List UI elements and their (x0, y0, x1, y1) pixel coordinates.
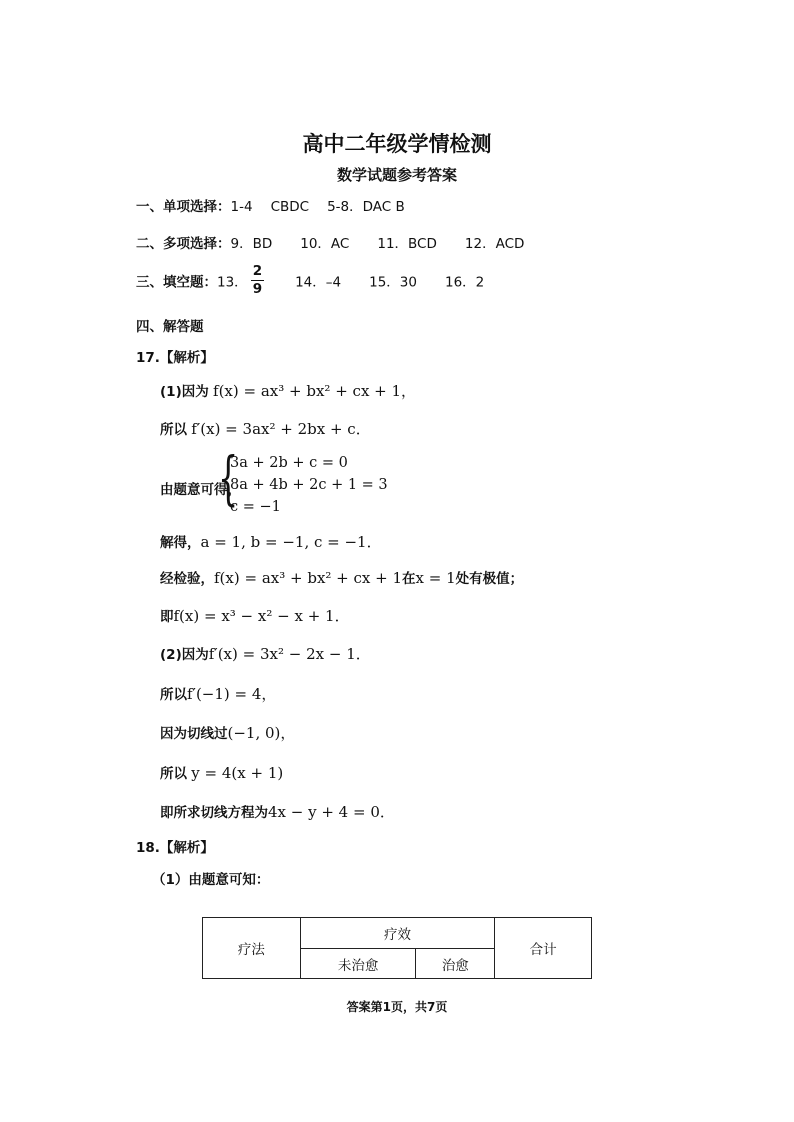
q17-line5-math2: x = 1 (415, 569, 456, 587)
single-choice-answers1: CBDC (270, 199, 310, 215)
table-header-method: 疗法 (203, 918, 301, 979)
table-header-effect: 疗效 (300, 918, 494, 949)
q17-line4 (160, 531, 382, 552)
q17-line7 (160, 643, 371, 664)
q17-line10-text: 所以 (160, 766, 187, 782)
q17-line1-math: f(x) = ax³ + bx² + cx + 1， (213, 382, 417, 400)
multi-choice-q10: 10．AC (300, 236, 350, 252)
page-subtitle: 数学试题参考答案 (336, 166, 457, 184)
q17-line4-math: a = 1, b = −1, c = −1． (200, 533, 382, 551)
q17-line10-math: y = 4(x + 1) (191, 764, 284, 782)
efficacy-table (202, 917, 592, 979)
q17-line9 (160, 722, 295, 743)
q17-line6-math: f(x) = x³ − x² − x + 1． (173, 607, 350, 625)
q17-line2-math: f′(x) = 3ax² + 2bx + c． (191, 420, 371, 438)
single-choice-answers2: 5-8．DAC B (327, 199, 405, 215)
q17-heading: 17.【解析】 (136, 350, 214, 366)
q17-line3-text: 由题意可得， (160, 482, 241, 498)
q17-line8-math: f′(−1) = 4， (187, 685, 277, 703)
fill-blank-q13-prefix: 13． (217, 274, 248, 291)
q18-line1: （1）由题意可知： (152, 872, 270, 888)
page-footer: 答案第1页，共7页 (346, 1000, 448, 1014)
equation-3: c = −1 (230, 499, 281, 515)
multi-choice-label: 二、多项选择： (136, 236, 231, 252)
single-choice-range1: 1-4 (230, 199, 253, 215)
multi-choice-q11: 11．BCD (377, 236, 437, 252)
q17-line7-math: f′(x) = 3x² − 2x − 1． (208, 645, 371, 663)
q17-line2-text: 所以 (160, 422, 187, 438)
q18-heading: 18.【解析】 (136, 840, 214, 856)
q17-line5-math: f(x) = ax³ + bx² + cx + 1 (214, 569, 403, 587)
page-title: 高中二年级学情检测 (302, 132, 492, 156)
q17-line11-math: 4x − y + 4 = 0． (268, 803, 395, 821)
equation-1: 3a + 2b + c = 0 (230, 455, 348, 471)
q17-line11 (160, 801, 395, 822)
multi-choice-row (136, 232, 524, 252)
q17-line11-text: 即所求切线方程为 (160, 805, 268, 821)
multi-choice-q12: 12．ACD (464, 236, 525, 252)
fraction-denominator: 9 (252, 281, 263, 297)
q17-line1-text: (1)因为 (160, 384, 209, 400)
fraction-two-ninths (251, 263, 264, 298)
equation-2: 8a + 4b + 2c + 1 = 3 (230, 477, 388, 493)
q17-line9-math: (−1, 0)， (227, 724, 296, 742)
q17-line1 (160, 380, 416, 401)
table-header-uncured: 未治愈 (300, 949, 416, 979)
table-header-total: 合计 (495, 918, 592, 979)
brace-icon: { (218, 444, 239, 512)
multi-choice-q9: 9．BD (230, 236, 273, 252)
table-header-cured: 治愈 (416, 949, 495, 979)
fill-blank-q15: 15．30 (369, 274, 417, 291)
q17-line6 (160, 605, 350, 626)
q17-line5 (160, 567, 523, 587)
fill-blank-row (136, 263, 484, 298)
q17-line8 (160, 683, 276, 704)
q17-line5-end: 处有极值； (455, 571, 524, 587)
q17-line5-text: 经检验， (160, 571, 214, 587)
fill-blank-label: 三、填空题： (136, 274, 217, 291)
essay-label: 四、解答题 (136, 319, 204, 335)
fill-blank-q14: 14．–4 (295, 274, 342, 291)
q17-line2 (160, 418, 371, 439)
fraction-numerator: 2 (252, 263, 263, 279)
q17-line7-text: (2)因为 (160, 647, 209, 663)
q17-line10 (160, 762, 283, 782)
q17-line5-mid: 在 (402, 571, 416, 587)
single-choice-row (136, 195, 405, 215)
equation-system (218, 444, 388, 518)
fill-blank-q16: 16．2 (444, 274, 485, 291)
q17-line8-text: 所以 (160, 687, 187, 703)
q17-line9-text: 因为切线过 (160, 726, 228, 742)
q17-line4-text: 解得， (160, 535, 201, 551)
single-choice-label: 一、单项选择： (136, 199, 231, 215)
q17-line6-text: 即 (160, 609, 174, 625)
